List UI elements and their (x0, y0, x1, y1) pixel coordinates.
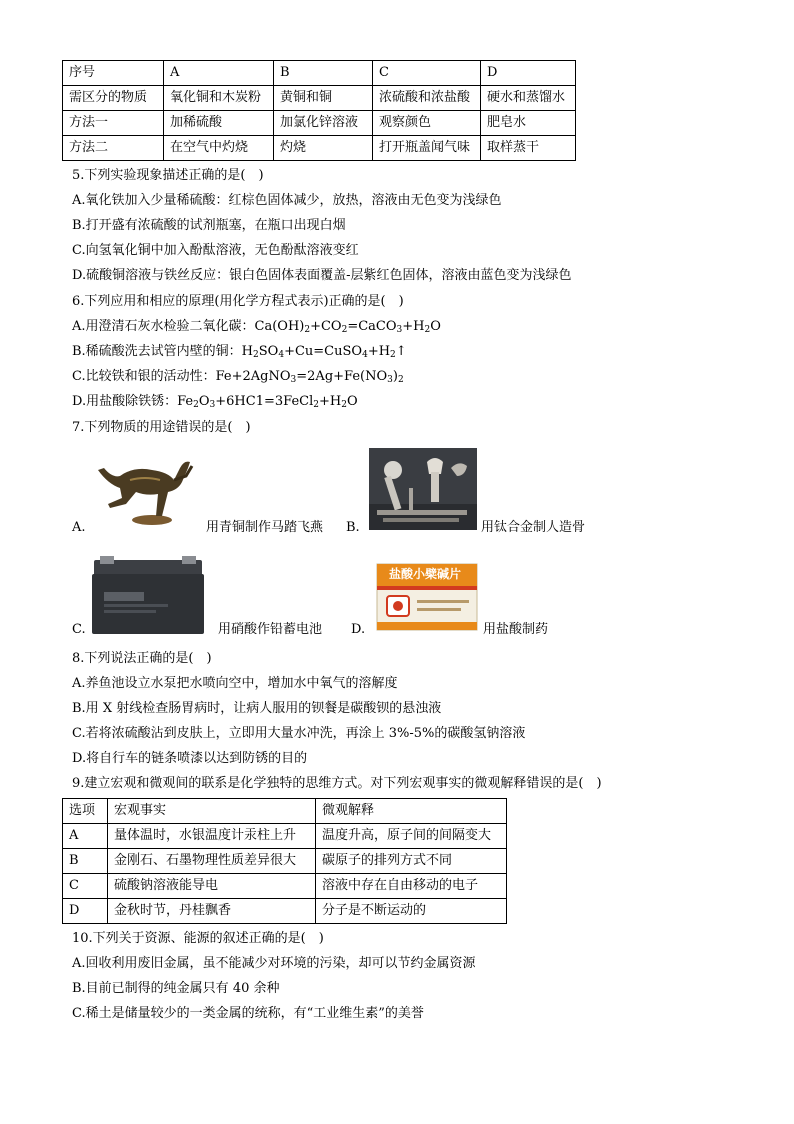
question-7-option-c-label: C. (72, 622, 86, 637)
medicine-box-image (375, 562, 479, 632)
question-6-option-b: B.稀硫酸洗去试管内壁的铜：$H_2SO_4+Cu=CuSO_4+H_2↑$ (72, 344, 407, 360)
table-row (63, 874, 507, 899)
table-cell: 氧化铜和木炭粉 (164, 86, 274, 111)
question-10-option-c: C.稀土是储量较少的一类金属的统称，有“工业维生素”的美誉 (72, 1006, 424, 1021)
table-cell: 量体温时，水银温度计汞柱上升 (108, 824, 316, 849)
table-cell: B (63, 849, 108, 874)
table-cell: 硬水和蒸馏水 (481, 86, 576, 111)
table-row (63, 86, 576, 111)
table-cell: 方法一 (63, 111, 164, 136)
question-5-option-d: D.硫酸铜溶液与铁丝反应：银白色固体表面覆盖-层紫红色固体，溶液由蓝色变为浅绿色 (72, 268, 572, 283)
table-row (63, 899, 507, 924)
table-cell: 取样蒸干 (481, 136, 576, 161)
table-cell: D (63, 899, 108, 924)
table-cell: 分子是不断运动的 (316, 899, 507, 924)
question-7-stem: 7.下列物质的用途错误的是( ) (72, 420, 251, 435)
question-8-option-a: A.养鱼池设立水泵把水喷向空中，增加水中氧气的溶解度 (72, 676, 398, 691)
table-cell: 方法二 (63, 136, 164, 161)
table-row (63, 849, 507, 874)
table-cell: 金刚石、石墨物理性质差异很大 (108, 849, 316, 874)
question-5-option-b: B.打开盛有浓硫酸的试剂瓶塞，在瓶口出现白烟 (72, 218, 346, 233)
table-cell: 在空气中灼烧 (164, 136, 274, 161)
table-cell: 硫酸钠溶液能导电 (108, 874, 316, 899)
table-row (63, 136, 576, 161)
question-5-stem: 5.下列实验现象描述正确的是( ) (72, 168, 264, 183)
table-cell: 浓硫酸和浓盐酸 (373, 86, 481, 111)
table-cell: C (63, 874, 108, 899)
table-row (63, 111, 576, 136)
question-7-option-c-caption: 用硝酸作铅蓄电池 (218, 622, 323, 637)
question-7-option-b-label: B. (346, 520, 360, 535)
question-8-option-b: B.用 X 射线检查肠胃病时，让病人服用的钡餐是碳酸钡的悬浊液 (72, 701, 442, 716)
question-8-stem: 8.下列说法正确的是( ) (72, 651, 212, 666)
table-row (63, 824, 507, 849)
table-cell: 选项 (63, 799, 108, 824)
table-cell: 加稀硫酸 (164, 111, 274, 136)
distinguish-substances-table (62, 60, 576, 161)
question-9-stem: 9.建立宏观和微观间的联系是化学独特的思维方式。对下列宏观事实的微观解释错误的是( ) (72, 776, 602, 791)
table-cell: 灼烧 (274, 136, 373, 161)
question-6-option-a: A.用澄清石灰水检验二氧化碳：$Ca(OH)_2+CO_2=CaCO_3+H_2O$ (72, 319, 441, 335)
macro-micro-table (62, 798, 507, 924)
question-7-option-a-label: A. (72, 520, 86, 535)
table-cell: C (373, 61, 481, 86)
question-8-option-d: D.将自行车的链条喷漆以达到防锈的目的 (72, 751, 308, 766)
table-cell: 温度升高，原子间的间隔变大 (316, 824, 507, 849)
table-cell: 需区分的物质 (63, 86, 164, 111)
table-cell: A (63, 824, 108, 849)
question-7-option-d-caption: 用盐酸制药 (483, 622, 549, 637)
table-cell: B (274, 61, 373, 86)
question-7-option-d-label: D. (351, 622, 366, 637)
table-cell: 微观解释 (316, 799, 507, 824)
question-10-stem: 10.下列关于资源、能源的叙述正确的是( ) (72, 931, 324, 946)
question-5-option-c: C.向氢氧化铜中加入酚酞溶液，无色酚酞溶液变红 (72, 243, 359, 258)
table-cell: D (481, 61, 576, 86)
table-cell: 碳原子的排列方式不同 (316, 849, 507, 874)
question-6-stem: 6.下列应用和相应的原理(用化学方程式表示)正确的是( ) (72, 294, 404, 309)
table-row (63, 799, 507, 824)
question-7-option-a-caption: 用青铜制作马踏飞燕 (206, 520, 324, 535)
table-cell: 加氯化锌溶液 (274, 111, 373, 136)
table-cell: 黄铜和铜 (274, 86, 373, 111)
lead-acid-battery-image (88, 556, 208, 638)
table-cell: 序号 (63, 61, 164, 86)
table-cell: 宏观事实 (108, 799, 316, 824)
question-5-option-a: A.氧化铁加入少量稀硫酸：红棕色固体减少，放热，溶液由无色变为浅绿色 (72, 193, 502, 208)
question-10-option-a: A.回收利用废旧金属，虽不能减少对环境的污染，却可以节约金属资源 (72, 956, 476, 971)
table-cell: A (164, 61, 274, 86)
table-cell: 金秋时节，丹桂飘香 (108, 899, 316, 924)
table-cell: 肥皂水 (481, 111, 576, 136)
question-7-option-b-caption: 用钛合金制人造骨 (481, 520, 586, 535)
table-cell: 观察颜色 (373, 111, 481, 136)
bronze-horse-image (90, 446, 198, 528)
question-10-option-b: B.目前已制得的纯金属只有 40 余种 (72, 981, 280, 996)
question-6-option-d: D.用盐酸除铁锈：$Fe_2O_3+6HC1=3FeCl_2+H_2O$ (72, 394, 358, 410)
question-6-option-c: C.比较铁和银的活动性：$Fe+2AgNO_3=2Ag+Fe(NO_3)_2$ (72, 369, 404, 385)
medicine-box-label: 盐酸小檗碱片 (389, 567, 462, 581)
table-cell: 打开瓶盖闻气味 (373, 136, 481, 161)
question-8-option-c: C.若将浓硫酸沾到皮肤上，立即用大量水冲洗，再涂上 3%-5%的碳酸氢钠溶液 (72, 726, 526, 741)
titanium-bone-image (369, 448, 477, 530)
table-row (63, 61, 576, 86)
table-cell: 溶液中存在自由移动的电子 (316, 874, 507, 899)
